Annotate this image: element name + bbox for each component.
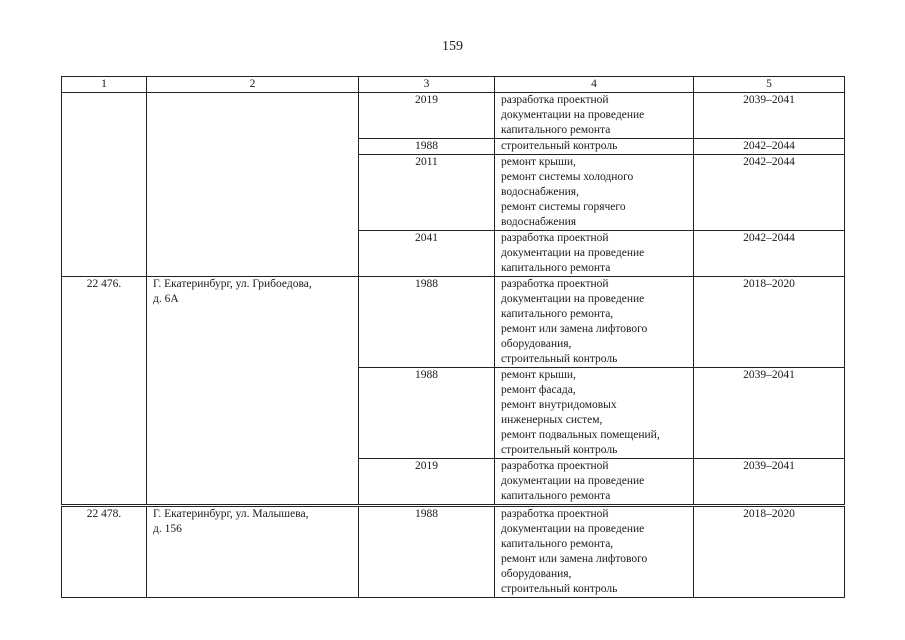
work-line: документации на проведение	[501, 523, 645, 535]
period-cell: 2018–2020	[694, 506, 845, 598]
work-line: разработка проектной	[501, 508, 609, 520]
period-cell: 2042–2044	[694, 139, 845, 155]
work-cell	[495, 506, 694, 598]
header-row	[62, 77, 845, 93]
row-number-cell: 22 478.	[62, 506, 147, 598]
page-number: 159	[442, 39, 463, 54]
period-cell: 2042–2044	[694, 231, 845, 277]
year-cell: 1988	[359, 506, 495, 598]
work-line: разработка проектной	[501, 94, 609, 106]
column-header-2: 2	[147, 77, 359, 93]
work-line: строительный контроль	[501, 140, 618, 152]
address-cell	[147, 506, 359, 598]
work-cell	[495, 368, 694, 459]
work-line: ремонт подвальных помещений,	[501, 429, 660, 441]
work-line: разработка проектной	[501, 460, 609, 472]
table-row	[62, 506, 845, 598]
year-cell: 1988	[359, 139, 495, 155]
work-line: оборудования,	[501, 568, 572, 580]
work-line: ремонт или замена лифтового	[501, 323, 648, 335]
work-line: ремонт фасада,	[501, 384, 576, 396]
year-cell: 1988	[359, 277, 495, 368]
address-line: д. 156	[153, 523, 182, 535]
work-line: ремонт внутридомовых	[501, 399, 617, 411]
year-cell: 2019	[359, 93, 495, 139]
table-row	[62, 277, 845, 368]
work-line: капитального ремонта,	[501, 308, 614, 320]
work-line: капитального ремонта	[501, 490, 611, 502]
work-cell	[495, 139, 694, 155]
period-cell: 2039–2041	[694, 368, 845, 459]
work-line: документации на проведение	[501, 247, 645, 259]
period-cell: 2039–2041	[694, 459, 845, 506]
work-line: ремонт системы горячего	[501, 201, 626, 213]
work-line: капитального ремонта	[501, 262, 611, 274]
year-cell: 1988	[359, 368, 495, 459]
column-header-4: 4	[495, 77, 694, 93]
work-line: документации на проведение	[501, 293, 645, 305]
work-line: капитального ремонта,	[501, 538, 614, 550]
work-line: ремонт крыши,	[501, 369, 576, 381]
work-line: ремонт системы холодного	[501, 171, 634, 183]
work-cell	[495, 93, 694, 139]
work-cell	[495, 277, 694, 368]
period-cell: 2039–2041	[694, 93, 845, 139]
table-row	[62, 93, 845, 139]
work-line: водоснабжения,	[501, 186, 579, 198]
year-cell: 2041	[359, 231, 495, 277]
year-cell: 2011	[359, 155, 495, 231]
work-line: строительный контроль	[501, 583, 618, 595]
work-line: документации на проведение	[501, 109, 645, 121]
work-line: капитального ремонта	[501, 124, 611, 136]
column-header-5: 5	[694, 77, 845, 93]
work-line: строительный контроль	[501, 353, 618, 365]
work-line: строительный контроль	[501, 444, 618, 456]
work-cell	[495, 459, 694, 506]
row-number-cell	[62, 93, 147, 277]
work-cell	[495, 231, 694, 277]
period-cell: 2042–2044	[694, 155, 845, 231]
work-cell	[495, 155, 694, 231]
address-cell	[147, 93, 359, 277]
work-line: ремонт крыши,	[501, 156, 576, 168]
work-line: документации на проведение	[501, 475, 645, 487]
period-cell: 2018–2020	[694, 277, 845, 368]
work-line: оборудования,	[501, 338, 572, 350]
work-line: ремонт или замена лифтового	[501, 553, 648, 565]
address-cell	[147, 277, 359, 506]
year-cell: 2019	[359, 459, 495, 506]
table-body	[62, 93, 845, 598]
column-header-3: 3	[359, 77, 495, 93]
work-line: инженерных систем,	[501, 414, 603, 426]
address-line: Г. Екатеринбург, ул. Грибоедова,	[153, 278, 312, 290]
column-header-1: 1	[62, 77, 147, 93]
address-line: д. 6А	[153, 293, 179, 305]
capital-repair-table	[61, 76, 845, 598]
work-line: разработка проектной	[501, 232, 609, 244]
work-line: разработка проектной	[501, 278, 609, 290]
work-line: водоснабжения	[501, 216, 577, 228]
row-number-cell: 22 476.	[62, 277, 147, 506]
address-line: Г. Екатеринбург, ул. Малышева,	[153, 508, 309, 520]
